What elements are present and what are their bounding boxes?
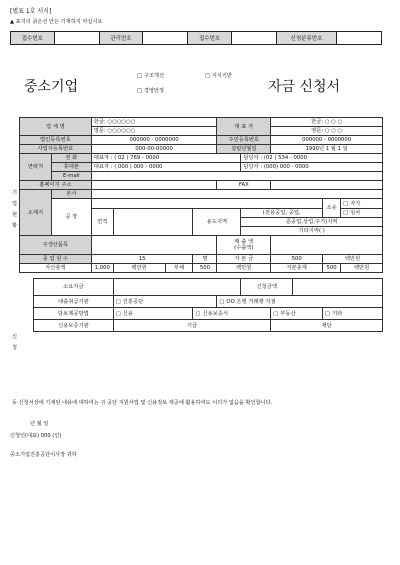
option-owned[interactable]: □ 자가 (341, 199, 383, 209)
option-restructure[interactable]: □ 구조개선 (137, 73, 164, 79)
section-company-label: 기업현황 (12, 190, 18, 229)
label-contact: 연락처 (20, 154, 52, 181)
value-ceo-kr[interactable]: 한글: ○ ○ ○ (271, 118, 383, 127)
header-cell-input[interactable] (143, 32, 188, 45)
header-cell-label: 관리번호 (99, 32, 143, 45)
unit-equity: 백만원 (341, 264, 383, 273)
value-email[interactable] (91, 172, 382, 181)
value-mobile-mgr[interactable]: 담당자 : (000) 000 - 0000 (241, 163, 383, 172)
value-corp-reg[interactable]: 000000 - 0000000 (91, 136, 217, 145)
header-cell-label: 신청분류번호 (276, 32, 336, 45)
value-employees[interactable]: 15 (91, 255, 193, 264)
unit-debt: 백만원 (217, 264, 271, 273)
option-bank-agency[interactable]: □ 진흥공단 (113, 296, 217, 308)
label-homepage: 홈페이지 주소 (20, 181, 92, 190)
form-title-note: [별표 1호 서식] (10, 8, 52, 15)
option-stability[interactable]: □ 경영안정 (137, 88, 164, 94)
value-birth[interactable]: 1990년 1 월 1 일 (271, 145, 383, 154)
value-mobile-ceo[interactable]: 대표자 : ( 000 ) 000 - 0000 (91, 163, 241, 172)
value-applied-amount[interactable] (293, 279, 383, 296)
header-cell-input[interactable] (54, 32, 99, 45)
unit-capital: 백만원 (323, 255, 383, 264)
value-ceo-en[interactable]: 영문: ○ ○ ○ (271, 127, 383, 136)
value-hq[interactable] (91, 190, 382, 199)
value-name-kr[interactable]: 한글: ○○○○○○ (91, 118, 217, 127)
label-resident-reg: 주민등록번호 (217, 136, 271, 145)
value-assets[interactable]: 1,000 (91, 264, 113, 273)
label-applied-amount: 신청금액 (241, 279, 293, 296)
label-capital: 자 본 금 (217, 255, 271, 264)
label-area: 면적 (91, 209, 113, 236)
label-fax: FAX (217, 181, 271, 190)
value-fax[interactable] (271, 181, 383, 190)
label-guarantee-org: 신용보증기관 (33, 320, 113, 332)
option-leased[interactable]: □ 임차 (341, 209, 383, 218)
value-main-product[interactable] (91, 236, 217, 255)
label-birth: 설립년월일 (217, 145, 271, 154)
value-area[interactable] (113, 209, 193, 236)
label-main-product: 주생산품목 (20, 236, 92, 255)
value-use-area-other[interactable]: 기타지역( ) (241, 227, 383, 236)
value-guar-foundation[interactable]: 재단 (271, 320, 383, 332)
header-cell-input[interactable] (231, 32, 276, 45)
label-required-fund: 소요자금 (33, 279, 113, 296)
option-guar-certificate[interactable]: □ 신용보증서 (193, 308, 271, 320)
label-sales: 매 출 액 (수출액) (217, 236, 271, 255)
label-total-assets: 자산총액 (20, 264, 92, 273)
label-equity: 자본총계 (271, 264, 323, 273)
value-use-area-opts[interactable]: (전용공업, 공업, (241, 209, 323, 218)
option-guar-realestate[interactable]: □ 부동산 (271, 308, 323, 320)
label-mobile: 휴대폰 (51, 163, 91, 172)
label-company-name: 업 체 명 (20, 118, 92, 136)
option-guar-other[interactable]: □ 기타 (323, 308, 383, 320)
section-apply-label: 신청 (12, 334, 18, 351)
label-employees: 종 업 원 수 (20, 255, 92, 264)
label-email: E-mail (51, 172, 91, 181)
value-debt[interactable]: 500 (193, 264, 217, 273)
company-info-table (19, 117, 383, 332)
applicant-line[interactable]: 신청인(대표) 000 (인) (10, 433, 62, 439)
value-capital[interactable]: 500 (271, 255, 323, 264)
label-loan-bank: 대출취급기관 (33, 296, 113, 308)
label-guarantee: 담보제공방법 (33, 308, 113, 320)
value-resident-reg[interactable]: 000000 - 0000000 (271, 136, 383, 145)
value-homepage[interactable] (91, 181, 217, 190)
label-ceo: 대 표 자 (217, 118, 271, 136)
label-corp-reg: 법인등록번호 (20, 136, 92, 145)
value-use-area-opts2[interactable]: 준공업,상업,주거)지역 (241, 218, 383, 227)
label-phone: 전 화 (51, 154, 91, 163)
date-line[interactable]: 년 월 일 (30, 421, 49, 427)
instruction-text: ▲ 표지의 굵은선 안은 기재하지 마십시요 (10, 19, 103, 25)
option-bank-branch[interactable]: □ OO 은행 거래행 지점 (217, 296, 383, 308)
declaration-text: 동 신청서상에 기재된 내용에 대하여는 귀 공단 지원사업 및 신용정보 제공에 활용하여도 이의가 없음을 확인합니다. (12, 400, 273, 406)
value-phone-ceo[interactable]: 대표자 : ( 02 ) 769 - 0000 (91, 154, 241, 163)
unit-employees: 명 (193, 255, 217, 264)
title-left: 중소기업 (24, 79, 79, 95)
label-ownership: 소유 (323, 199, 341, 218)
label-location: 소재지 (20, 190, 52, 236)
value-name-en[interactable]: 영문: ○○○○○○ (91, 127, 217, 136)
addressee-line: 중소기업진흥공단이사장 귀하 (10, 452, 77, 458)
label-use-area: 용도지역 (193, 209, 241, 236)
value-required-fund[interactable] (113, 279, 241, 296)
option-knowledge[interactable]: □ 지식기반 (205, 73, 232, 79)
header-cell-label: 접수번호 (11, 32, 55, 45)
value-guar-fund[interactable]: 기금 (113, 320, 271, 332)
header-code-table (10, 31, 382, 45)
header-cell-label: 접수번호 (188, 32, 232, 45)
value-factory-address[interactable] (91, 199, 322, 209)
label-factory: 공 장 (51, 199, 91, 236)
value-phone-mgr[interactable]: 담당자 : (02 ) 534 - 0000 (241, 154, 383, 163)
label-biz-reg: 사업자등록번호 (20, 145, 92, 154)
option-guar-credit[interactable]: □ 신용 (113, 308, 193, 320)
value-equity[interactable]: 500 (323, 264, 341, 273)
value-biz-reg[interactable]: 000-00-00000 (91, 145, 217, 154)
label-debt: 부채 (165, 264, 193, 273)
header-cell-input[interactable] (337, 32, 382, 45)
value-sales[interactable] (271, 236, 383, 255)
title-right: 자금 신청서 (268, 79, 341, 95)
unit-assets: 백만원 (113, 264, 165, 273)
label-hq: 본사 (51, 190, 91, 199)
